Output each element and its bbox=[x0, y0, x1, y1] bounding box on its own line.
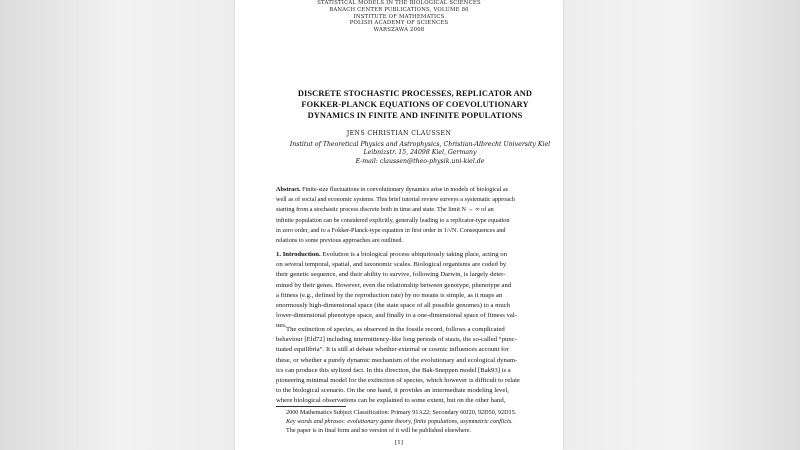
header-line: WARSZAWA 2008 bbox=[373, 27, 425, 34]
footnote-divider bbox=[276, 406, 346, 407]
paragraph-line: tuated equilibria”. It is still at debate whether external or cosmic influences account for bbox=[276, 346, 509, 354]
paragraph-line: ics can produce this stylized fact. In this direction, the Bak-Sneppen model [Bak93] is a bbox=[276, 366, 511, 374]
title-line: DISCRETE STOCHASTIC PROCESSES, REPLICATOR AND bbox=[297, 89, 533, 98]
footnote-line: Key words and phrases: evolutionary game theory, finite populations, asymmetric conflicts. bbox=[286, 417, 513, 425]
header-line: INSTITUTE OF MATHEMATICS bbox=[353, 13, 445, 20]
footnotes bbox=[276, 409, 563, 435]
abstract-line: well as of social and economic systems. This brief tutorial review surveys a systematic approach bbox=[276, 196, 515, 204]
abstract-line: in zero order, and to a Fokker-Planck-type equation in first order in 1/√N. Consequences and bbox=[276, 226, 506, 234]
affiliation-line: E-mail: claussen@theo-physik.uni-kiel.de bbox=[355, 157, 485, 165]
intro-line: lower-dimensional phenotype space, and finally to a one-dimensional space of fitness val- bbox=[276, 312, 517, 320]
header-line: STATISTICAL MODELS IN THE BIOLOGICAL SCIENCES bbox=[317, 0, 481, 6]
abstract-heading: Abstract. bbox=[276, 186, 301, 193]
intro-line: Evolution is a biological process ubiquitously taking place, acting on bbox=[320, 251, 507, 258]
abstract-line: Finite-size fluctuations in coevolutionary dynamics arise in models of biological as bbox=[300, 186, 508, 193]
header-line: POLISH ACADEMY OF SCIENCES bbox=[349, 20, 449, 27]
affiliation bbox=[275, 141, 563, 166]
intro-first-line bbox=[276, 250, 563, 260]
paragraph-line: to the biological scenario. On the one hand, it provides an intermediate modeling level, bbox=[276, 387, 509, 395]
intro-line: mined by their genes. However, even the relationship between genotype, phenotype and bbox=[276, 281, 512, 289]
paragraph-line: where biological observations can be explained to some extent, but on the other hand, bbox=[276, 397, 506, 405]
abstract bbox=[276, 185, 563, 246]
footnote-line: 2000 Mathematics Subject Classification: Primary 91A22; Secondary 60J20, 92D50, 92D15. bbox=[286, 409, 517, 416]
intro-line: enormously high-dimensional space (the state space of all possible genomes) to a much bbox=[276, 302, 511, 310]
affiliation-line: Leibnizstr. 15, 24098 Kiel, Germany bbox=[363, 149, 477, 157]
paper-page bbox=[235, 0, 563, 450]
footnote-line: The paper is in final form and no version of it will be published elsewhere. bbox=[286, 426, 472, 434]
second-paragraph bbox=[276, 325, 563, 407]
abstract-first-line bbox=[276, 185, 563, 195]
introduction-section bbox=[276, 250, 563, 332]
author-name: JENS CHRISTIAN CLAUSSEN bbox=[346, 130, 452, 137]
abstract-line: infinite population can be considered explicitly, generally leading to a replicator-type equation bbox=[276, 216, 510, 224]
paragraph-line: The extinction of species, as observed in the fossile record, follows a complicated bbox=[286, 326, 505, 333]
paragraph-line: behaviour [Eld72] including intermittency-like long periods of stasis, the so-called “punc- bbox=[276, 336, 517, 344]
title-line: FOKKER-PLANCK EQUATIONS OF COEVOLUTIONARY bbox=[301, 100, 529, 109]
header-line: BANACH CENTER PUBLICATIONS, VOLUME 80 bbox=[329, 6, 469, 13]
paper-title bbox=[265, 88, 563, 121]
page-number: [1] bbox=[395, 440, 403, 446]
abstract-line: starting from a stochastic process discrete both in time and state. The limit N → ∞ of an bbox=[276, 206, 494, 214]
journal-header bbox=[235, 0, 563, 34]
intro-line: a fitness (e.g., defined by the reproduction rate) by no means is simple, as it maps an bbox=[276, 291, 503, 299]
abstract-line: relations to some previous approaches are outlined. bbox=[276, 237, 403, 245]
intro-line: ues. bbox=[276, 322, 287, 330]
intro-line: on several temporal, spatial, and taxonomic scales. Biological organisms are coded by bbox=[276, 261, 507, 269]
title-line: DYNAMICS IN FINITE AND INFINITE POPULATIONS bbox=[307, 111, 523, 120]
affiliation-line: Institut of Theoretical Physics and Astrophysics, Christian-Albrecht University Kiel bbox=[289, 141, 551, 148]
paragraph-line: these, or whether a purely dynamic mechanism of the evolutionary and ecological dynam- bbox=[276, 356, 518, 364]
section-heading: 1. Introduction. bbox=[276, 251, 321, 258]
paragraph-line: pioneering minimal model for the extinction of species, which however is difficult to relate bbox=[276, 377, 520, 385]
intro-line: their genetic sequence, and their ability to survive, following Darwin, is largely deter- bbox=[276, 271, 506, 279]
